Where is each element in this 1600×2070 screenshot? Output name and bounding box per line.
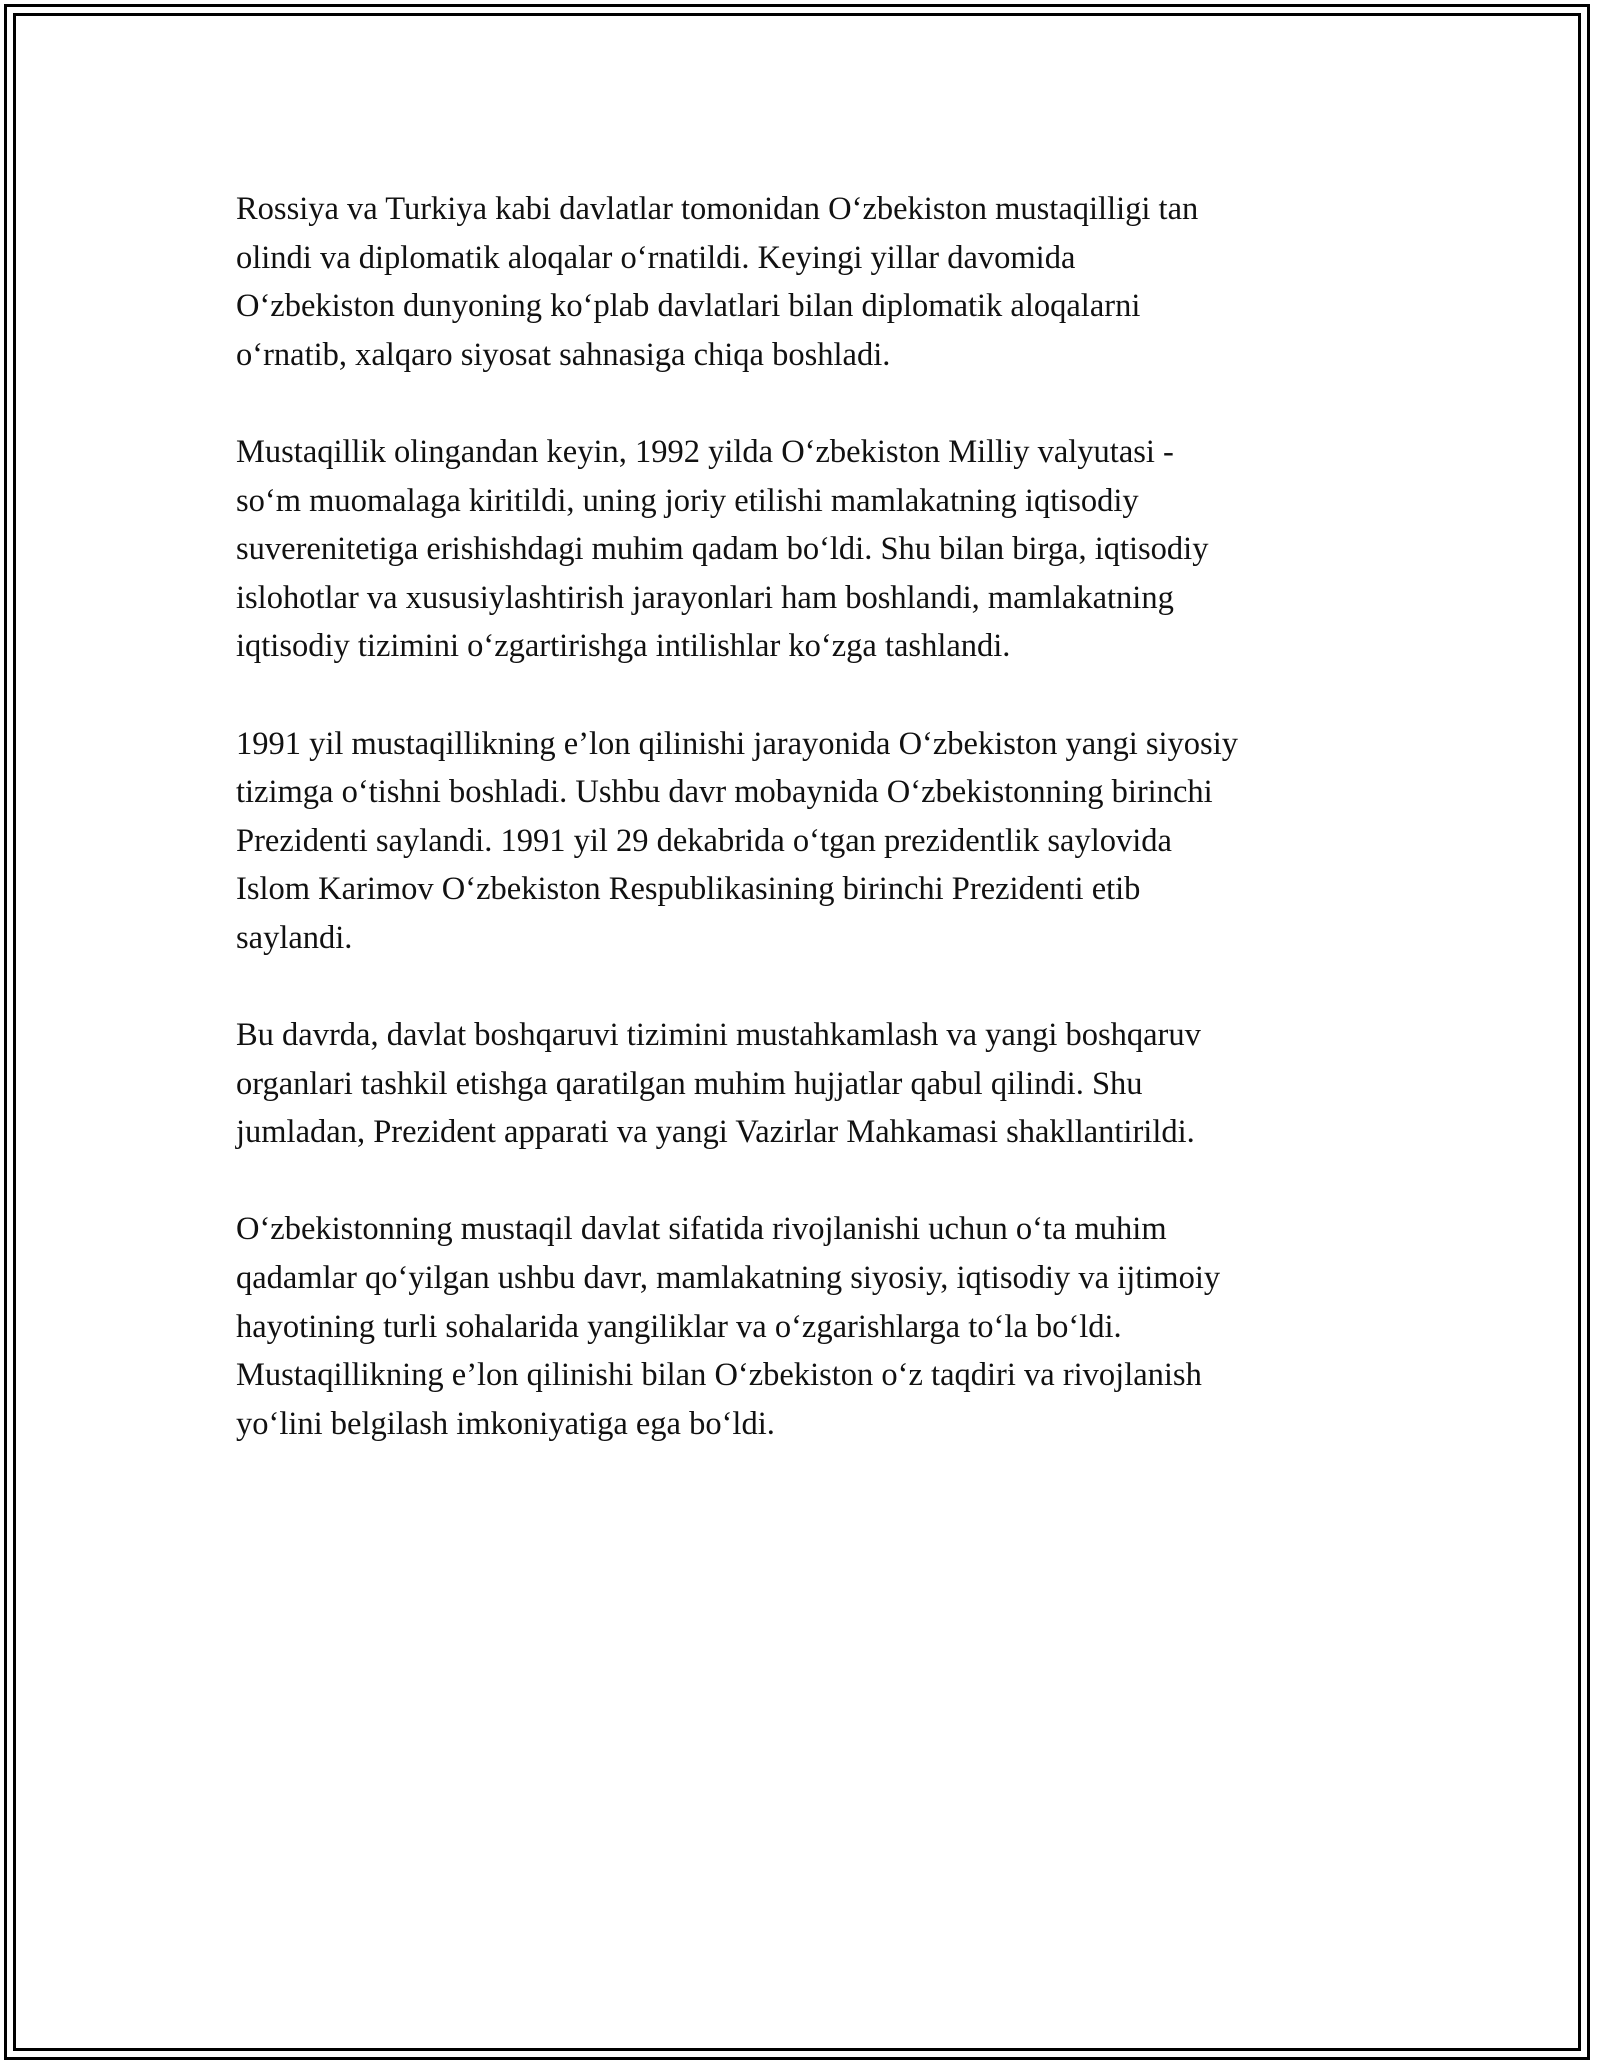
paragraph-5: O‘zbekistonning mustaqil davlat sifatida rivojlanishi uchun o‘ta muhim qadamlar qo‘yilgan ushbu davr, mamlakatning siyosiy, iqtisodiy va ijtimoiy hayotining turli sohalarida yangiliklar va o‘zgarishlarga to‘la bo‘ldi. Mustaqillikning e’lon qilinishi bilan O‘zbekiston o‘z taqdiri va rivojlanish yo‘lini belgilash imkoniyatiga ega bo‘ldi. (236, 1211, 1221, 1442)
paragraph-3: 1991 yil mustaqillikning e’lon qilinishi jarayonida O‘zbekiston yangi siyosiy tizimga o‘tishni boshladi. Ushbu davr mobaynida O‘zbekistonning birinchi Prezidenti saylandi. 1991 yil 29 dekabrida o‘tgan prezidentlik saylovida Islom Karimov O‘zbekiston Respublikasining birinchi Prezidenti etib saylandi. (236, 725, 1238, 956)
document-body (236, 185, 1376, 1497)
paragraph-2: Mustaqillik olingandan keyin, 1992 yilda O‘zbekiston Milliy valyutasi - so‘m muomalaga kiritildi, uning joriy etilishi mamlakatning iqtisodiy suverenitetiga erishishdagi muhim qadam bo‘ldi. Shu bilan birga, iqtisodiy islohotlar va xususiylashtirish jarayonlari ham boshlandi, mamlakatning iqtisodiy tizimini o‘zgartirishga intilishlar ko‘zga tashlandi. (236, 433, 1209, 665)
paragraph-1: Rossiya va Turkiya kabi davlatlar tomonidan O‘zbekiston mustaqilligi tan olindi va diplomatik aloqalar o‘rnatildi. Keyingi yillar davomida O‘zbekiston dunyoning ko‘plab davlatlari bilan diplomatik aloqalarni o‘rnatib, xalqaro siyosat sahnasiga chiqa boshladi. (236, 191, 1199, 373)
paragraph-4: Bu davrda, davlat boshqaruvi tizimini mustahkamlash va yangi boshqaruv organlari tashkil etishga qaratilgan muhim hujjatlar qabul qilindi. Shu jumladan, Prezident apparati va yangi Vazirlar Mahkamasi shakllantirildi. (236, 1017, 1201, 1151)
